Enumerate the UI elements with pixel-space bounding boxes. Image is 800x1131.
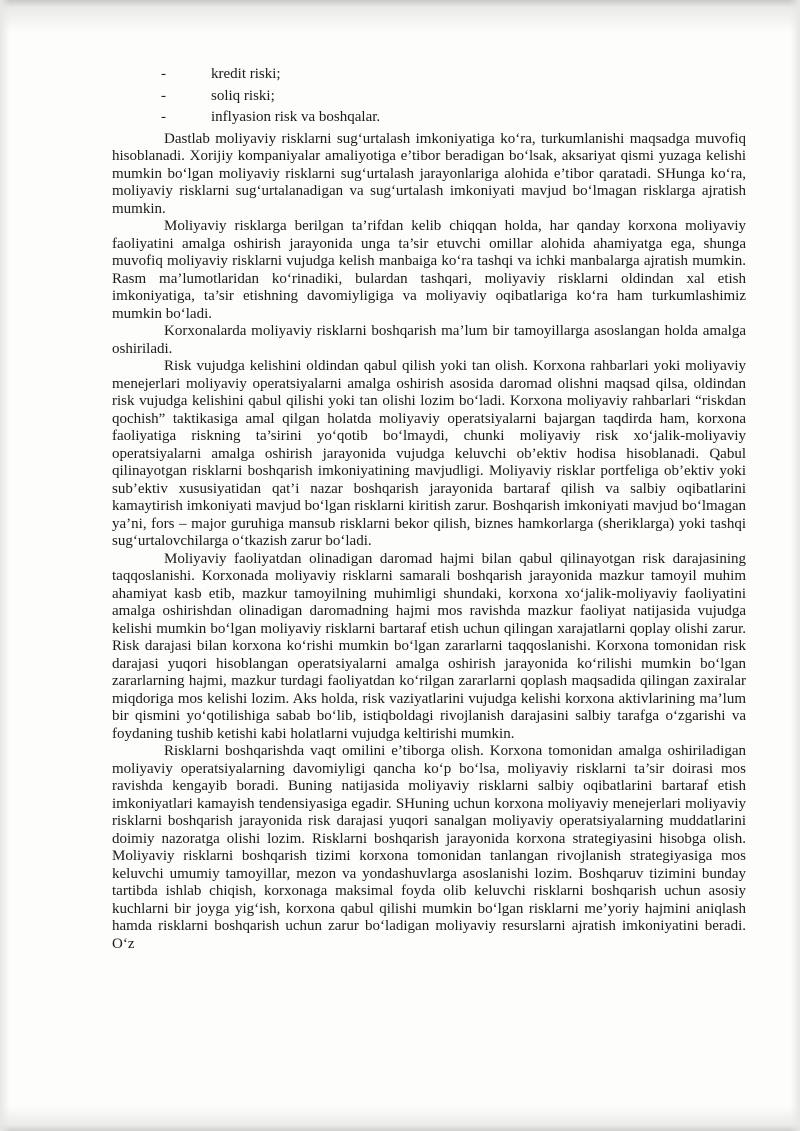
list-item-text: kredit riski; (211, 66, 281, 82)
paragraph-insurance-classification: Dastlab moliyaviy risklarni sugʻurtalash imkoniyatiga koʻra, turkumlanishi maqsadga muvofiq hisoblanadi. Xorijiy kompaniyalar amaliyotiga e’tibor beradigan boʻlsak, aksariyat qismi yuzaga kelishi mumkin boʻlgan moliyaviy risklarni sugʻurtalash jarayonlariga alohida e’tibor qaratadi. SHunga koʻra, moliyaviy risklarni sugʻurtalanadigan va sugʻurtalash imkoniyati mavjud boʻlmagan risklarga ajratish mumkin. (112, 130, 746, 217)
paragraph-time-factor: Risklarni boshqarishda vaqt omilini e’tiborga olish. Korxona tomonidan amalga oshiriladigan moliyaviy operatsiyalarning davomiyligi qancha koʻp boʻlsa, moliyaviy risklarni ta’sir doirasi mos ravishda kengayib boradi. Buning natijasida moliyaviy risklarni salbiy oqibatlarini bartaraf etish imkoniyatlari kamayish tendensiyasiga egadir. SHuning uchun korxona moliyaviy menejerlari moliyaviy risklarni boshqarish jarayonida risk darajasi yuqori sanalgan moliyaviy operatsiyalarning muddatlarini doimiy nazoratga olishi lozim. Risklarni boshqarish jarayonida korxona strategiyasini hisobga olish. Moliyaviy risklarni boshqarish tizimi korxona tomonidan tanlangan rivojlanish strategiyasiga mos keluvchi umumiy tamoyillar, mezon va yondashuvlarga asoslanishi lozim. Boshqaruv tizimini bunday tartibda ishlab chiqish, korxonaga maksimal foyda olib keluvchi risklarni boshqarish uchun asosiy kuchlarni bir joyga yigʻish, korxona qabul qilishi mumkin boʻlgan risklarni me’yoriy hajmini aniqlash hamda risklarni boshqarish uchun zarur boʻladigan moliyaviy resurslarni ajratish imkoniyatini beradi. Oʻz (112, 743, 746, 952)
scan-shadow-right (790, 0, 800, 1131)
page-content (112, 66, 746, 953)
dash-marker: - (161, 66, 166, 82)
paragraph-risk-acceptance: Risk vujudga kelishini oldindan qabul qilish yoki tan olish. Korxona rahbarlari yoki moliyaviy menejerlari moliyaviy operatsiyalarni amalga oshirish asosida daromad olishni maqsad qilsa, oldindan risk vujudga kelishini qabul qilishi yoki tan olishi lozim boʻladi. Korxona moliyaviy rahbarlari “riskdan qochish” taktikasiga amal qilgan holatda moliyaviy operatsiyalarni bajargan taqdirda ham, korxona faoliyatiga riskning ta’sirini yoʻqotib boʻlmaydi, chunki moliyaviy risk xoʻjalik-moliyaviy operatsiyalarni amalga oshirish jarayonida vujudga keluvchi ob’ektiv hodisa hisoblanadi. Qabul qilinayotgan risklarni boshqarish imkoniyatining mavjudligi. Moliyaviy risklar portfeliga ob’ektiv yoki sub’ektiv xususiyatidan qat’i nazar boshqarish jarayonida bartaraf qilish va salbiy oqibatlarini kamaytirish imkoniyati mavjud boʻlgan risklarni kiritish zarur. Boshqarish imkoniyati mavjud boʻlmagan ya’ni, fors – major guruhiga mansub risklarni bekor qilish, biznes hamkorlarga (sheriklarga) yoki tashqi sugʻurtalovchilarga oʻtkazish zarur boʻladi. (112, 358, 746, 549)
list-item-text: soliq riski; (211, 87, 275, 104)
list-item (112, 88, 746, 106)
list-item (112, 66, 746, 84)
risk-type-list (112, 66, 746, 127)
list-item (112, 109, 746, 127)
paragraph-risk-sources: Moliyaviy risklarga berilgan ta’rifdan kelib chiqqan holda, har qanday korxona moliyaviy faoliyatini amalga oshirish jarayonida unga ta’sir etuvchi omillar alohida ahamiyatga ega, shunga muvofiq moliyaviy risklarni vujudga kelish manbaiga koʻra tashqi va ichki manbalarga ajratish mumkin. Rasm ma’lumotlaridan koʻrinadiki, bulardan tashqari, moliyaviy risklarni oldindan xal etish imkoniyatiga, ta’sir etishning davomiyligiga va moliyaviy oqibatlariga koʻra ham turkumlashimiz mumkin boʻladi. (112, 218, 746, 322)
scan-shadow-bottom (0, 1105, 800, 1131)
dash-marker: - (161, 87, 166, 104)
paragraph-income-risk-comparison: Moliyaviy faoliyatdan olinadigan daromad hajmi bilan qabul qilinayotgan risk darajasining taqqoslanishi. Korxonada moliyaviy risklarni samarali boshqarish jarayonida mazkur tamoyil muhim ahamiyat kasb etib, mazkur tamoyilning muhimligi shundaki, korxona xoʻjalik-moliyaviy faoliyatini amalga oshirishdan olinadigan daromadning hajmi mos ravishda mazkur faoliyat natijasida vujudga kelishi mumkin boʻlgan moliyaviy risklarni bartaraf etish uchun qilingan xarajatlarni qoplay olishi zarur. Risk darajasi bilan korxona koʻrishi mumkin boʻlgan zararlarni taqqoslanishi. Korxona tomonidan risk darajasi yuqori hisoblangan operatsiyalarni amalga oshirish jarayonida koʻrilishi mumkin boʻlgan zararlarning hajmi, mazkur turdagi faoliyatdan koʻrilgan zararlarni qoplash maqsadida qilingan zaxiralar miqdoriga mos kelishi lozim. Aks holda, risk vaziyatlarini vujudga kelishi korxona aktivlarining ma’lum bir qismini yoʻqotilishiga sabab boʻlib, istiqboldagi rivojlanish darajasini salbiy tarafga oʻzgarishi va foydaning tushib ketishi kabi holatlarni vujudga keltirishi mumkin. (112, 550, 746, 742)
scan-shadow-top (0, 0, 800, 34)
list-item-text: inflyasion risk va boshqalar. (211, 109, 381, 125)
dash-marker: - (161, 109, 166, 125)
scan-shadow-left (0, 0, 10, 1131)
paragraph-management-principles: Korxonalarda moliyaviy risklarni boshqarish ma’lum bir tamoyillarga asoslangan holda amalga oshiriladi. (112, 323, 746, 357)
